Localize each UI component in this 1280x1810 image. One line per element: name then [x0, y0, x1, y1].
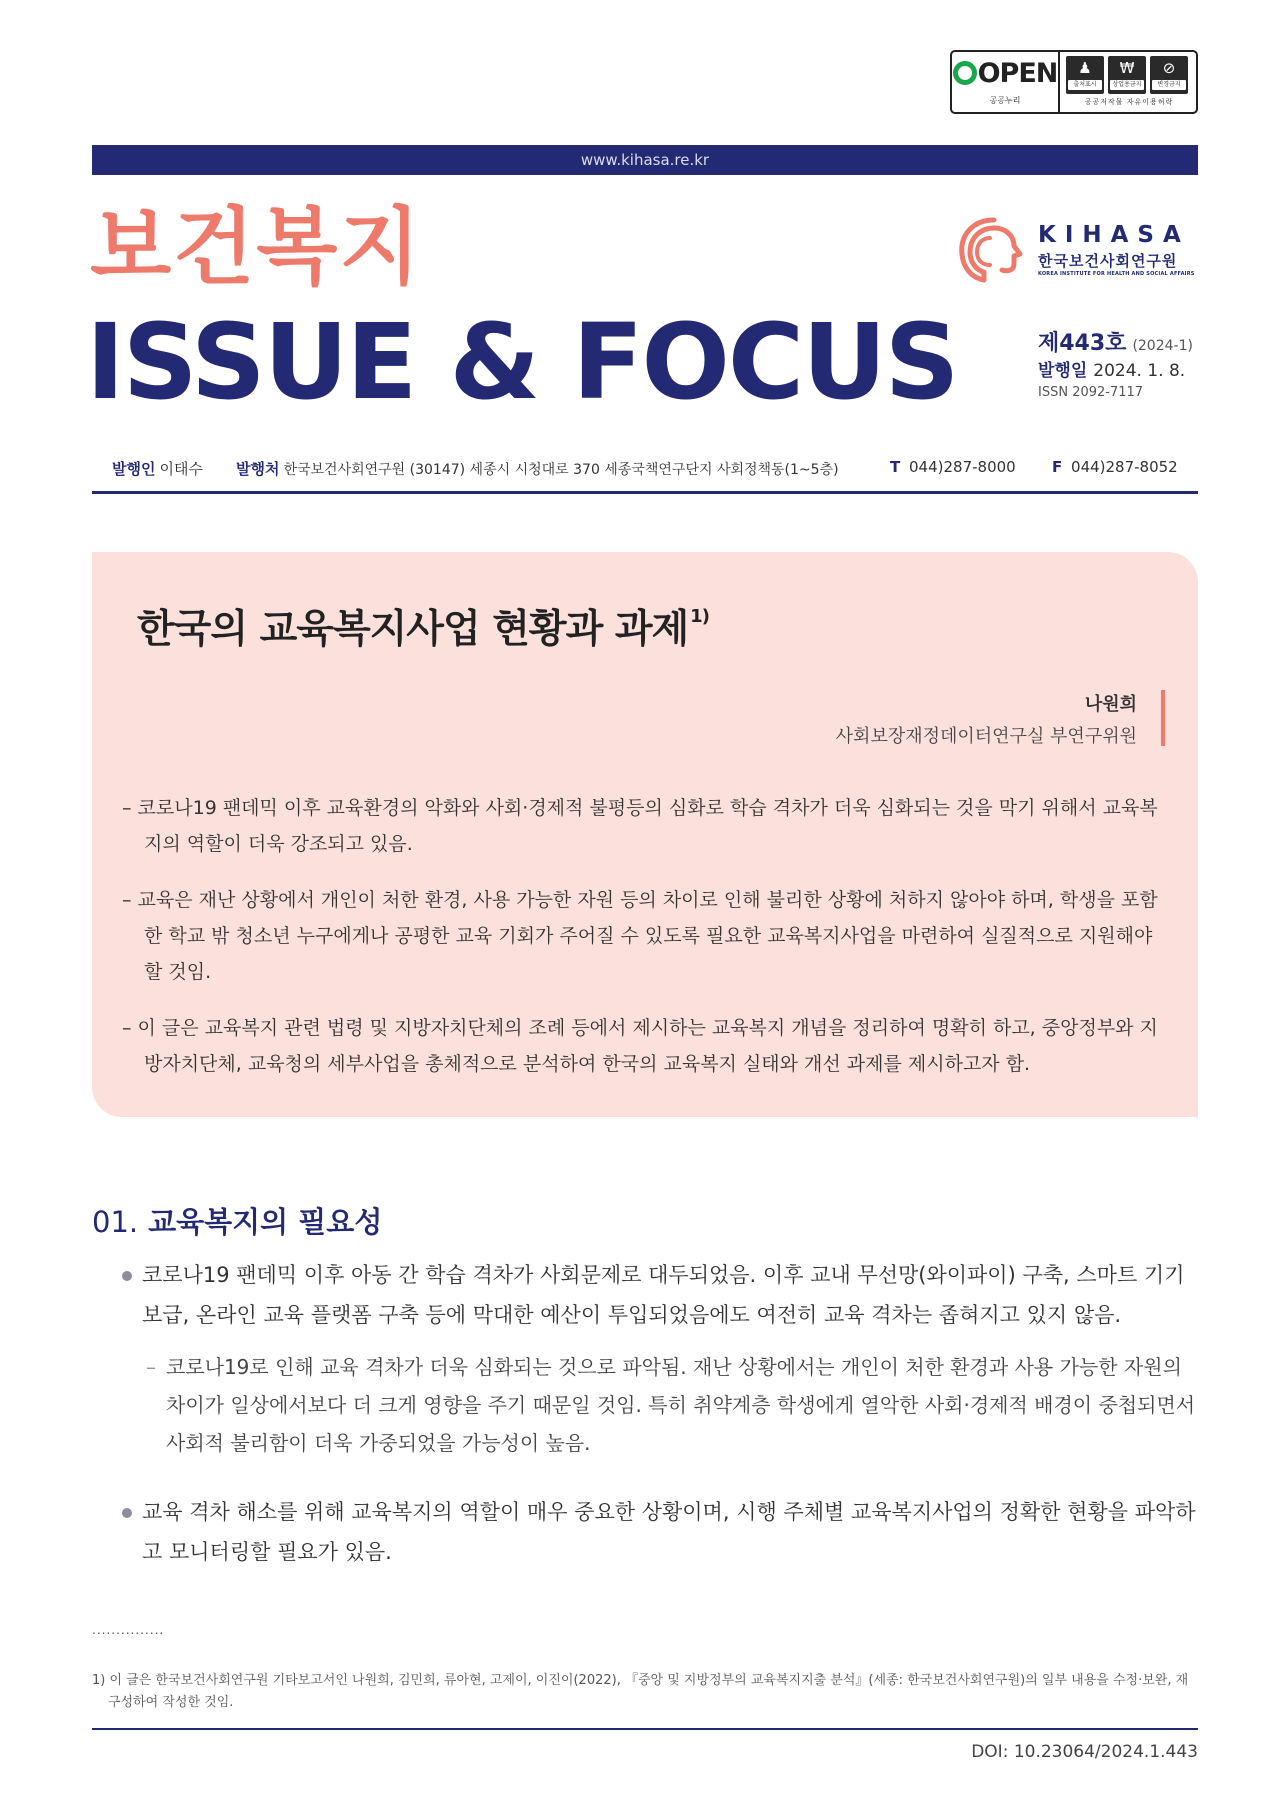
kihasa-face-logo-icon [950, 212, 1034, 288]
footnote: 1) 이 글은 한국보건사회연구원 기타보고서인 나원희, 김민희, 류아현, 고제이, 이진이(2022), 『중앙 및 지방정부의 교육복지지출 분석』(세종: 한국보건사회연구원)의 일부 내용을 수정·보완, 재구성하여 작성한 것임. [92, 1673, 1189, 1710]
issue-number-paren: (2024-1) [1132, 338, 1193, 354]
issue-date [1038, 356, 1185, 381]
kihasa-org-en: KOREA INSTITUTE FOR HEALTH AND SOCIAL AFFAIRS [1038, 271, 1195, 277]
issue-number: 제443호 (2024-1) [1038, 331, 1193, 356]
open-sub-label: 공공누리 [989, 95, 1021, 105]
footer-divider [92, 1728, 1198, 1730]
section-sub-bullet: – 코로나19로 인해 교육 격차가 더욱 심화되는 것으로 파악됨. 재난 상황에서는 개인이 처한 환경과 사용 가능한 자원의 차이가 일상에서보다 더 크게 영향을 주기 때문일 것임. 특히 취약계층 학생에게 열악한 사회·경제적 배경이 중첩되면서 사회적 불리함이 더욱 가중되었을 가능성이 높음. [146, 1348, 1200, 1462]
section-bullet: 코로나19 팬데믹 이후 아동 간 학습 격차가 사회문제로 대두되었음. 이후 교내 무선망(와이파이) 구축, 스마트 기기 보급, 온라인 교육 플랫폼 구축 등에 막대한 예산이 투입되었음에도 여전히 교육 격차는 좁혀지고 있지 않음. [122, 1255, 1200, 1335]
masthead-title-ko: 보건복지 [90, 198, 423, 296]
section-title: 01. 교육복지의 필요성 [92, 1205, 383, 1239]
summary-item: – 이 글은 교육복지 관련 법령 및 지방자치단체의 조례 등에서 제시하는 교육복지 개념을 정리하여 명확히 하고, 중앙정부와 지방자치단체, 교육청의 세부사업을 총체적으로 분석하여 한국의 교육복지 실태와 개선 과제를 제시하고자 함. [122, 1017, 1158, 1075]
license-caption: 공공저작물 자유이용허락 [1084, 98, 1174, 106]
open-license-badge [950, 50, 1198, 114]
summary-item: – 코로나19 팬데믹 이후 교육환경의 악화와 사회·경제적 불평등의 심화로 학습 격차가 더욱 심화되는 것을 막기 위해서 교육복지의 역할이 더욱 강조되고 있음. [122, 797, 1158, 855]
issue-date-value: 2024. 1. 8. [1093, 361, 1186, 381]
publisher-tel: T 044)287-8000 [890, 458, 1016, 476]
publisher-org-info: 발행처 한국보건사회연구원 (30147) 세종시 시청대로 370 세종국책연구단지 사회정책동(1~5층) [236, 460, 839, 478]
author-affiliation: 사회보장재정데이터연구실 부연구위원 [835, 726, 1137, 747]
open-label: OPEN [977, 57, 1058, 89]
publisher-line [112, 458, 1202, 480]
summary-item: – 교육은 재난 상황에서 개인이 처한 환경, 사용 가능한 자원 등의 차이로 인해 불리한 상황에 처하지 않아야 하며, 학생을 포함한 학교 밖 청소년 누구에게나 공평한 교육 기회가 주어질 수 있도록 필요한 교육복지사업을 마련하여 실질적으로 지원해야 할 것임. [122, 889, 1158, 983]
no-derivatives-icon: ⊘ 변경금지 [1150, 56, 1188, 94]
author-name: 나원희 [1084, 694, 1137, 715]
kihasa-logo-text: KIHASA [1038, 222, 1190, 248]
open-logo [952, 52, 1060, 112]
title-footnote-ref[interactable]: 1) [690, 606, 709, 627]
url-bar [92, 145, 1198, 175]
publisher-fax: F 044)287-8052 [1052, 458, 1178, 476]
section-bullet: 교육 격차 해소를 위해 교육복지의 역할이 매우 중요한 상황이며, 시행 주체별 교육복지사업의 정확한 현황을 파악하고 모니터링할 필요가 있음. [122, 1492, 1200, 1572]
section-number: 01. [92, 1205, 139, 1239]
author-accent-bar [1161, 690, 1165, 746]
kihasa-org-ko: 한국보건사회연구원 [1038, 252, 1178, 270]
header-divider [92, 491, 1198, 494]
issue-date-label: 발행일 [1038, 361, 1088, 381]
open-circle-icon [953, 61, 977, 85]
attribution-icon: ♟ 출처표시 [1066, 56, 1104, 94]
footnote-separator: ............... [92, 1623, 165, 1637]
doi[interactable]: DOI: 10.23064/2024.1.443 [971, 1742, 1198, 1762]
article-title: 한국의 교육복지사업 현황과 과제 $^{1)}$ [137, 606, 709, 652]
masthead-title-en: ISSUE & FOCUS [86, 301, 958, 423]
site-url-link[interactable]: www.kihasa.re.kr [580, 151, 710, 169]
issn: ISSN 2092-7117 [1038, 385, 1144, 400]
non-commercial-icon: ₩ 상업용금지 [1108, 56, 1146, 94]
publisher-info: 발행인 이태수 [112, 460, 203, 478]
